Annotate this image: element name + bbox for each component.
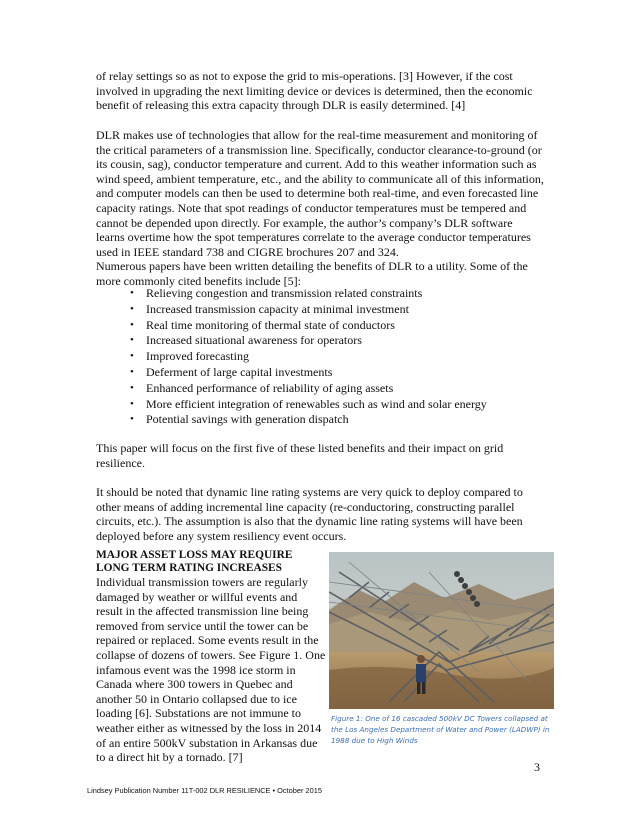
bullet-glyph: •: [130, 365, 134, 378]
list-item: • Relieving congestion and transmission related constraints: [130, 286, 423, 300]
list-item: • Increased situational awareness for operators: [130, 333, 362, 348]
bullet-glyph: •: [130, 350, 134, 363]
list-item: • More efficient integration of renewables such as wind and solar energy: [130, 396, 487, 411]
list-item: • Improved forecasting: [130, 349, 249, 364]
list-item: • Deferment of large capital investments: [130, 364, 333, 379]
bullet-glyph: •: [130, 302, 134, 315]
list-item: • Real time monitoring of thermal state of conductors: [130, 317, 395, 332]
tower-photo-illustration: [329, 552, 554, 709]
bullet-glyph: •: [130, 318, 134, 331]
figure-caption: Figure 1: One of 16 cascaded 500kV DC Towers collapsed at the Los Angeles Department of Water and Power (LADWP) in 1988 due to High Winds: [331, 714, 550, 745]
paragraph-deployment: It should be noted that dynamic line rating systems are very quick to deploy compared to other means of adding incremental line capacity (re-conductoring, constructing parallel circuits, etc.). The assumption is also that the dynamic line rating systems will have been deployed before any system resiliency event occurs.: [96, 485, 523, 543]
bullet-glyph: •: [130, 381, 134, 394]
page-footer: Lindsey Publication Number 11T-002 DLR RESILIENCE • October 2015: [87, 786, 322, 795]
paragraph-relay-settings: of relay settings so as not to expose the grid to mis-operations. [3] However, if the cost involved in upgrading the next limiting device or devices is determined, then the economic benefit of releasing this extra capacity through DLR is easily determined. [4]: [96, 69, 533, 113]
section-heading: MAJOR ASSET LOSS MAY REQUIRE LONG TERM RATING INCREASES: [96, 549, 293, 575]
page-number: 3: [534, 760, 540, 774]
paragraph-benefits-intro: Numerous papers have been written detailing the benefits of DLR to a utility. Some of the more commonly cited benefits include [5]:: [96, 259, 528, 288]
bullet-glyph: •: [130, 397, 134, 410]
figure-collapsed-tower-photo: [329, 552, 554, 709]
paragraph-focus: This paper will focus on the first five of these listed benefits and their impact on grid resilience.: [96, 441, 504, 470]
list-item: • Potential savings with generation dispatch: [130, 412, 349, 427]
paragraph-dlr-technologies: DLR makes use of technologies that allow for the real-time measurement and monitoring of the critical parameters of a transmission line. Specifically, conductor clearance-to-ground (or its cousin, sag), conductor temperature and current. Add to this weather information such as wind speed, ambient temperature, etc., and the ability to communicate all of this information, and computer models can then be used to determine both real-time, and even forecasted line capacity ratings. Note that spot readings of conductor temperatures must be tempered and cannot be depended upon directly. For example, the author’s company’s DLR software learns overtime how the spot temperatures correlate to the average conductor temperatures used in IEEE standard 738 and CIGRE brochures 207 and 324.: [96, 128, 544, 259]
bullet-glyph: •: [130, 334, 134, 347]
section-text: Individual transmission towers are regularly damaged by weather or willful events and result in the affected transmission line being removed from service until the tower can be repaired or replaced. Some events result in the collapse of dozens of towers. See Figure 1. One infamous event was the 1998 ice storm in Canada where 300 towers in Quebec and another 50 in Ontario collapsed due to ice loading [6]. Substations are not immune to weather either as witnessed by the loss in 2014 of an entire 500kV substation in Arkansas due to a direct hit by a tornado. [7]: [96, 575, 326, 765]
bullet-glyph: •: [130, 413, 134, 426]
list-item: • Increased transmission capacity at minimal investment: [130, 301, 409, 316]
benefits-list: [96, 286, 544, 428]
bullet-glyph: •: [130, 287, 134, 299]
list-item: • Enhanced performance of reliability of aging assets: [130, 380, 394, 395]
